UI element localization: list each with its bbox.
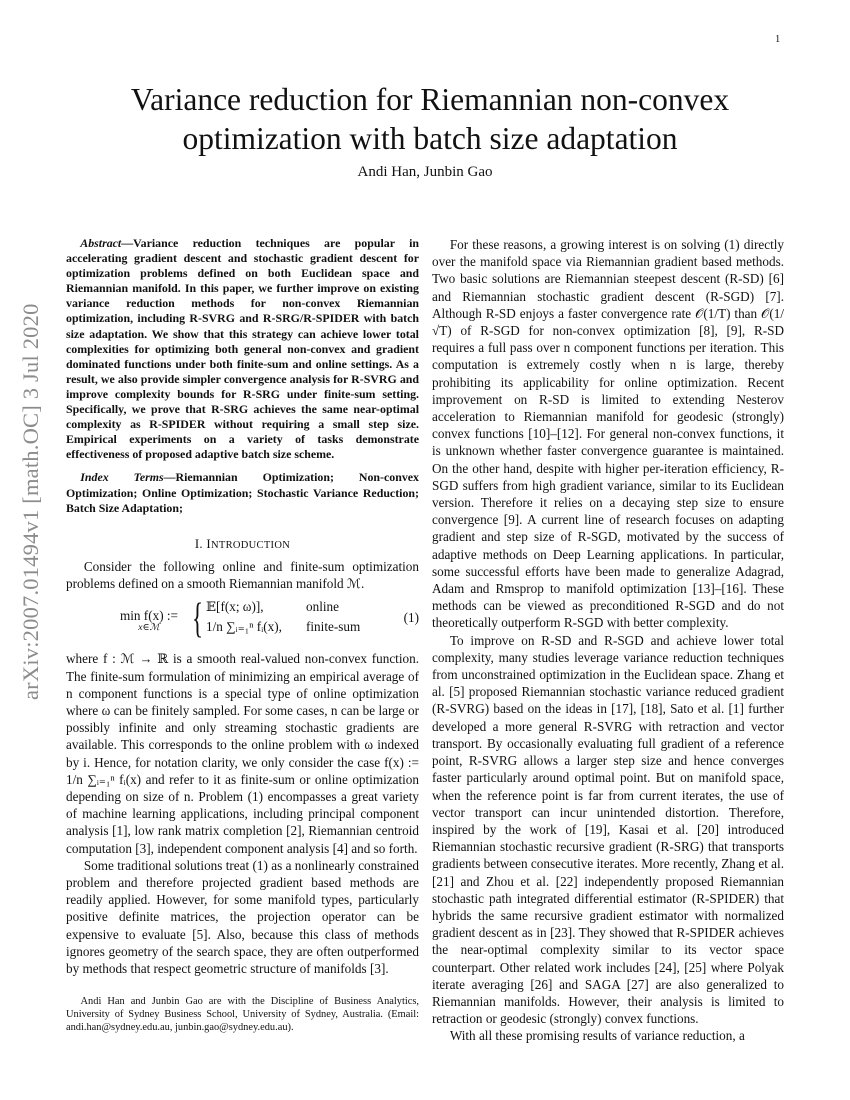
footnote-text: Andi Han and Junbin Gao are with the Discipline of Business Analytics, University of Sydney Business School, University of Sydney, Australia. (Email: andi.han@sydney.edu.au, junbin.gao@sydney.edu.au). [66,996,419,1034]
arxiv-stamp: arXiv:2007.01494v1 [math.OC] 3 Jul 2020 [18,303,43,700]
min-subscript: x∈ℳ [138,623,160,634]
case-finite-sum-expr: 1/n ∑ᵢ₌₁ⁿ fᵢ(x), [206,619,282,635]
section-title-rest: NTRODUCTION [210,539,291,551]
section-heading-introduction [66,536,419,554]
section-number: I. [194,536,203,551]
footnote [66,995,419,1035]
equation-1 [66,594,419,646]
equation-lhs [120,609,178,635]
equation-case-finite-sum [206,618,361,635]
paragraph-with-all-these: With all these promising results of variance reduction, a [449,1028,745,1044]
section-title-initial: I [206,536,211,551]
case-online-expr: 𝔼[f(x; ω)], [206,599,264,615]
equation-brace: { [192,596,204,643]
paragraph-traditional-solutions: Some traditional solutions treat (1) as a nonlinearly constrained problem and therefore projected gradient based methods are readily applied. However, for some manifold types, particularly positive definite matrices, the projection operator can be expensive to evaluate [5]. Also, because this class of methods ignores geometry of the search space, they are often outperformed by methods that respect geometric structure of manifolds [3]. [66,857,419,976]
index-terms [66,470,419,515]
equation-case-online [206,598,339,615]
paragraph-for-these-reasons: For these reasons, a growing interest is on solving (1) directly over the manifold space via Riemannian gradient based methods. Two basic solutions are Riemannian steepest descent (R-SD) [6] and Riemannian stochastic gradient descent (R-SGD) [7]. Although R-SD enjoys a faster convergence rate 𝒪(1/T) than 𝒪(1/√T) of R-SGD for non-convex optimization [8], [9], R-SD requires a full pass over n component functions per iteration. This computation is extremely costly when n is large, thereby prohibiting its applicability for online optimization. Recent improvement on R-SD is limited to extending Nesterov acceleration to Riemannian manifold for geodesic (strongly) convex functions [10]–[12]. For general non-convex functions, it is unknown whether faster convergence guarantee is maintained. On the other hand, despite with higher per-iteration efficiency, R-SGD suffers from high gradient variance, similar to its Euclidean version. Therefore it relies on a decaying step size to ensure convergence [9]. A current line of research focuses on adapting gradient and step size of R-SGD, motivated by the success of adaptive methods on Deep Learning applications. In particular, some successful efforts have been made to generalize Adagrad, Adam and Rmsprop to manifold optimization [13]–[16]. These methods can be viewed as preconditioned R-SGD and do not theoretically outperform R-SGD with better complexity. [432,237,784,631]
index-terms-text: —Riemannian Optimization; Non-convex Optimization; Online Optimization; Stochastic Variance Reduction; Batch Size Adaptation; [66,470,419,515]
paragraph-after-equation: where f : ℳ → ℝ is a smooth real-valued non-convex function. The finite-sum formulation of minimizing an empirical average of n component functions is a special type of online optimization where ω can be finitely sampled. For some cases, n can be large or possibly infinite and only streaming stochastic gradients are available. This corresponds to the online problem with ω indexed by i. Hence, for notation clarity, we only consider the case f(x) := 1/n ∑ᵢ₌₁ⁿ fᵢ(x) and refer to it as finite-sum or online optimization depending on size of n. Problem (1) encompasses a great variety of machine learning applications, including principal component analysis [1], low rank matrix completion [2], Riemannian centroid computation [3], independent component analysis [4] and so forth. [66,651,419,856]
page-number: 1 [775,34,781,45]
paper-title [60,80,800,158]
equation-number: (1) [403,610,419,626]
index-terms-label: Index Terms [80,470,164,485]
min-operator: min f(x) := x∈ℳ [120,608,178,634]
title-line-2: optimization with batch size adaptation [182,121,678,156]
abstract-text: —Variance reduction techniques are popular in accelerating gradient descent and stochastic gradient descent for optimization problems defined on both Euclidean space and Riemannian manifold. In this paper, we further improve on existing variance reduction methods for non-convex Riemannian optimization, including R-SVRG and R-SRG/R-SPIDER with batch size adaptation. We show that this strategy can achieve lower total complexities for optimizing both general non-convex and gradient dominated functions under both finite-sum and online settings. As a result, we also provide simpler convergence analysis for R-SVRG and improve complexity bounds for R-SRG under finite-sum setting. Specifically, we prove that R-SRG achieves the same near-optimal complexity as R-SPIDER without requiring a small step size. Empirical experiments on a variety of tasks demonstrate effectiveness of proposed adaptive batch size scheme. [66,236,419,462]
abstract [66,236,419,462]
authors: Andi Han, Junbin Gao [357,164,493,180]
intro-paragraph: Consider the following online and finite-sum optimization problems defined on a smooth Riemannian manifold ℳ. [66,558,419,592]
title-line-1: Variance reduction for Riemannian non-convex [130,82,730,117]
left-column [66,236,419,977]
case-finite-sum-cond: finite-sum [306,619,361,635]
abstract-label: Abstract [80,236,122,250]
right-column [432,236,784,1045]
paragraph-to-improve: To improve on R-SD and R-SGD and achieve lower total complexity, many studies leverage variance reduction techniques from unconstrained optimization in the Euclidean space. Zhang et al. [5] proposed Riemannian stochastic variance reduced gradient (R-SVRG) based on the ideas in [17], [18], Sato et al. [1] further developed a more general R-SVRG with retraction and vector transport. By occasionally evaluating full gradient of a reference point, R-SVRG allows a larger step size and hence converges faster particularly around optimal point. But on manifold space, when the reference point is far from current iterates, the use of vector transport can incur unintended distortion. Therefore, inspired by the work of [19], Kasai et al. [20] introduced Riemannian stochastic recursive gradient (R-SRG) that transports gradients between consecutive iterates. More recently, Zhang et al. [21] and Zhou et al. [22] independently proposed Riemannian stochastic path integrated differential estimator (R-SPIDER) that hybrids the same recursive gradient estimator with normalized gradient descent as in [23]. They showed that R-SPIDER achieves the near-optimal complexity similar to its vector space counterpart. Other related work includes [24], [25] where Polyak iterate averaging [26] and SAGA [27] are also generalized to Riemannian manifolds. However, their analysis is limited to retraction or geodesic (strongly) convex functions. [432,632,784,1027]
case-online-cond: online [306,599,339,615]
